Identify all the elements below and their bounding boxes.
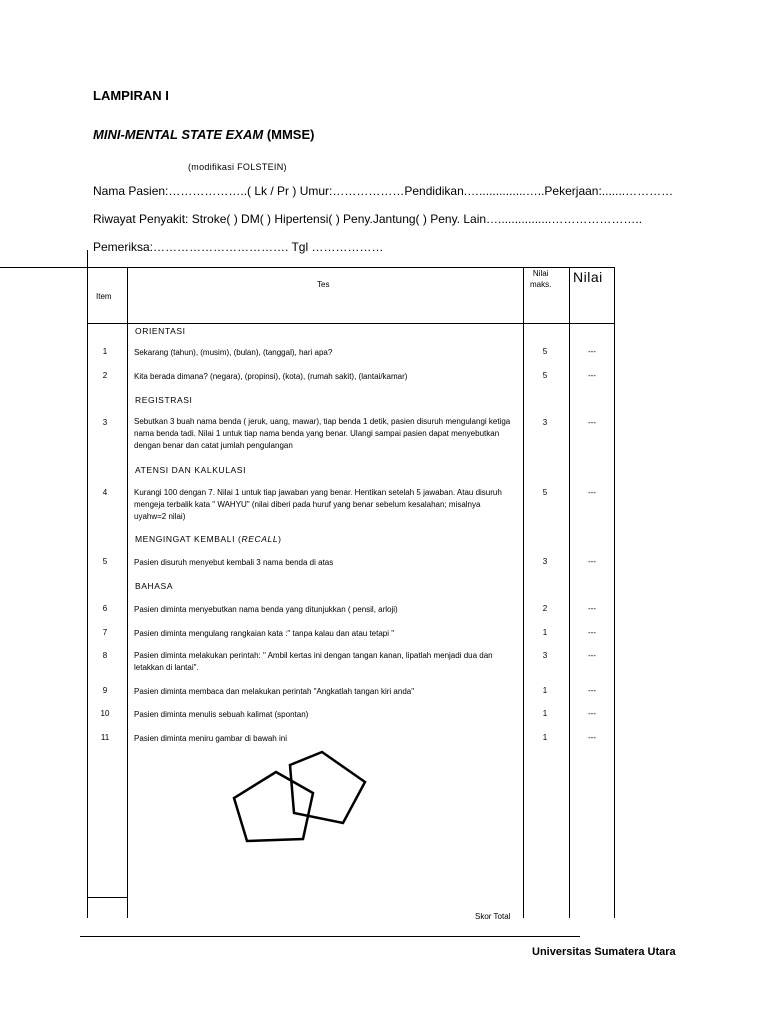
table-col-divider-tes [523,267,524,918]
row-11-number: 11 [100,733,110,742]
row-1-score: --- [588,347,596,356]
row-11-score: --- [588,733,596,742]
row-3-number: 3 [102,418,108,427]
row-8-score: --- [588,651,596,660]
section-bahasa: BAHASA [135,581,174,591]
examiner-line: Pemeriksa:……………………………. Tgl ……………… [93,240,384,254]
row-7-text: Pasien diminta mengulang rangkaian kata :" tanpa kalau dan atau tetapi " [134,629,395,638]
document-title [93,127,314,142]
medical-history-line: Riwayat Penyakit: Stroke( ) DM( ) Hipertensi( ) Peny.Jantung( ) Peny. Lain…................………………….. [93,212,643,226]
row-9-text: Pasien diminta membaca dan melakukan perintah "Angkatlah tangan kiri anda" [134,687,415,696]
table-col-divider-max [569,267,570,918]
row-2-text: Kita berada dimana? (negara), (propinsi), (kota), (rumah sakit), (lantai/kamar) [134,372,408,381]
row-1-text: Sekarang (tahun), (musim), (bulan), (tanggal), hari apa? [134,348,333,357]
row-2-score: --- [588,371,596,380]
row-5-max: 3 [542,557,548,566]
row-9-score: --- [588,686,596,695]
title-italic: MINI-MENTAL STATE EXAM [93,127,264,142]
section-registrasi: REGISTRASI [135,395,193,405]
row-6-number: 6 [102,604,108,613]
row-7-max: 1 [542,628,548,637]
section-mengingat-pre: MENGINGAT KEMBALI ( [135,534,242,544]
footer-rule [80,936,580,937]
row-6-score: --- [588,604,596,613]
row-9-max: 1 [542,686,548,695]
row-11-text: Pasien diminta meniru gambar di bawah ini [134,734,287,743]
row-11-max: 1 [542,733,548,742]
row-10-score: --- [588,709,596,718]
table-col-divider-item [127,267,128,918]
row-10-text: Pasien diminta menulis sebuah kalimat (spontan) [134,710,309,719]
row-4-max: 5 [542,488,548,497]
col-header-nilai: Nilai [573,269,603,285]
row-6-text: Pasien diminta menyebutkan nama benda yang ditunjukkan ( pensil, arloji) [134,605,398,614]
pentagon-left [234,772,313,841]
subtitle: (modifikasi FOLSTEIN) [188,162,287,172]
row-4-text: Kurangi 100 dengan 7. Nilai 1 untuk tiap jawaban yang benar. Hentikan setelah 5 jawaban. Atau disuruh mengeja terbalik kata " WAHYU" (nilai diberi pada huruf yang benar sebelum kesalahan; misalnya uyahw=2 nilai) [134,488,502,521]
row-8-number: 8 [102,651,108,660]
row-3-score: --- [588,418,596,427]
table-header-divider [87,323,615,324]
section-orientasi: ORIENTASI [135,326,186,336]
row-10-max: 1 [542,709,548,718]
row-3-text: Sebutkan 3 buah nama benda ( jeruk, uang, mawar), tiap benda 1 detik, pasien disuruh mengulangi ketiga nama benda tadi. Nilai 1 untuk tiap nama benda yang benar. Ulangi sampai pasien dapat menyebutkan dengan benar dan catat jumlah pengulangan [134,417,511,450]
university-name: Universitas Sumatera Utara [532,946,676,958]
intersecting-pentagons-figure [225,745,375,850]
row-5-score: --- [588,557,596,566]
row-6-max: 2 [542,604,548,613]
row-1-number: 1 [102,347,108,356]
section-atensi: ATENSI DAN KALKULASI [135,465,247,475]
row-5-text: Pasien disuruh menyebut kembali 3 nama benda di atas [134,558,334,567]
patient-info-line: Nama Pasien:………………..( Lk / Pr ) Umur:………………Pendidikan.…..............…..Pekerjaan:.......………… [93,184,674,198]
section-mengingat-post: ) [278,534,282,544]
row-3-max: 3 [542,418,548,427]
row-2-number: 2 [102,371,108,380]
row-1-max: 5 [542,347,548,356]
section-mengingat [135,534,282,544]
title-rest: (MMSE) [263,127,315,142]
row-8-text: Pasien diminta melakukan perintah: " Ambil kertas ini dengan tangan kanan, lipatlah menjadi dua dan letakkan di lantai". [134,651,493,672]
row-10-number: 10 [100,709,110,718]
col-header-item: Item [96,292,112,301]
skor-total-label: Skor Total [475,912,511,921]
row-4-number: 4 [102,488,108,497]
table-right-border [614,267,615,918]
row-7-score: --- [588,628,596,637]
col-header-tes: Tes [317,280,330,289]
row-8-max: 3 [542,651,548,660]
table-item-bottom-line [87,897,127,898]
row-4-score: --- [588,488,596,497]
row-7-number: 7 [102,628,108,637]
lampiran-heading: LAMPIRAN I [93,88,169,103]
col-header-nilai-maks: Nilai maks. [530,269,552,289]
row-2-max: 5 [542,371,548,380]
section-mengingat-recall: RECALL [241,534,279,544]
row-5-number: 5 [102,557,108,566]
row-9-number: 9 [102,686,108,695]
